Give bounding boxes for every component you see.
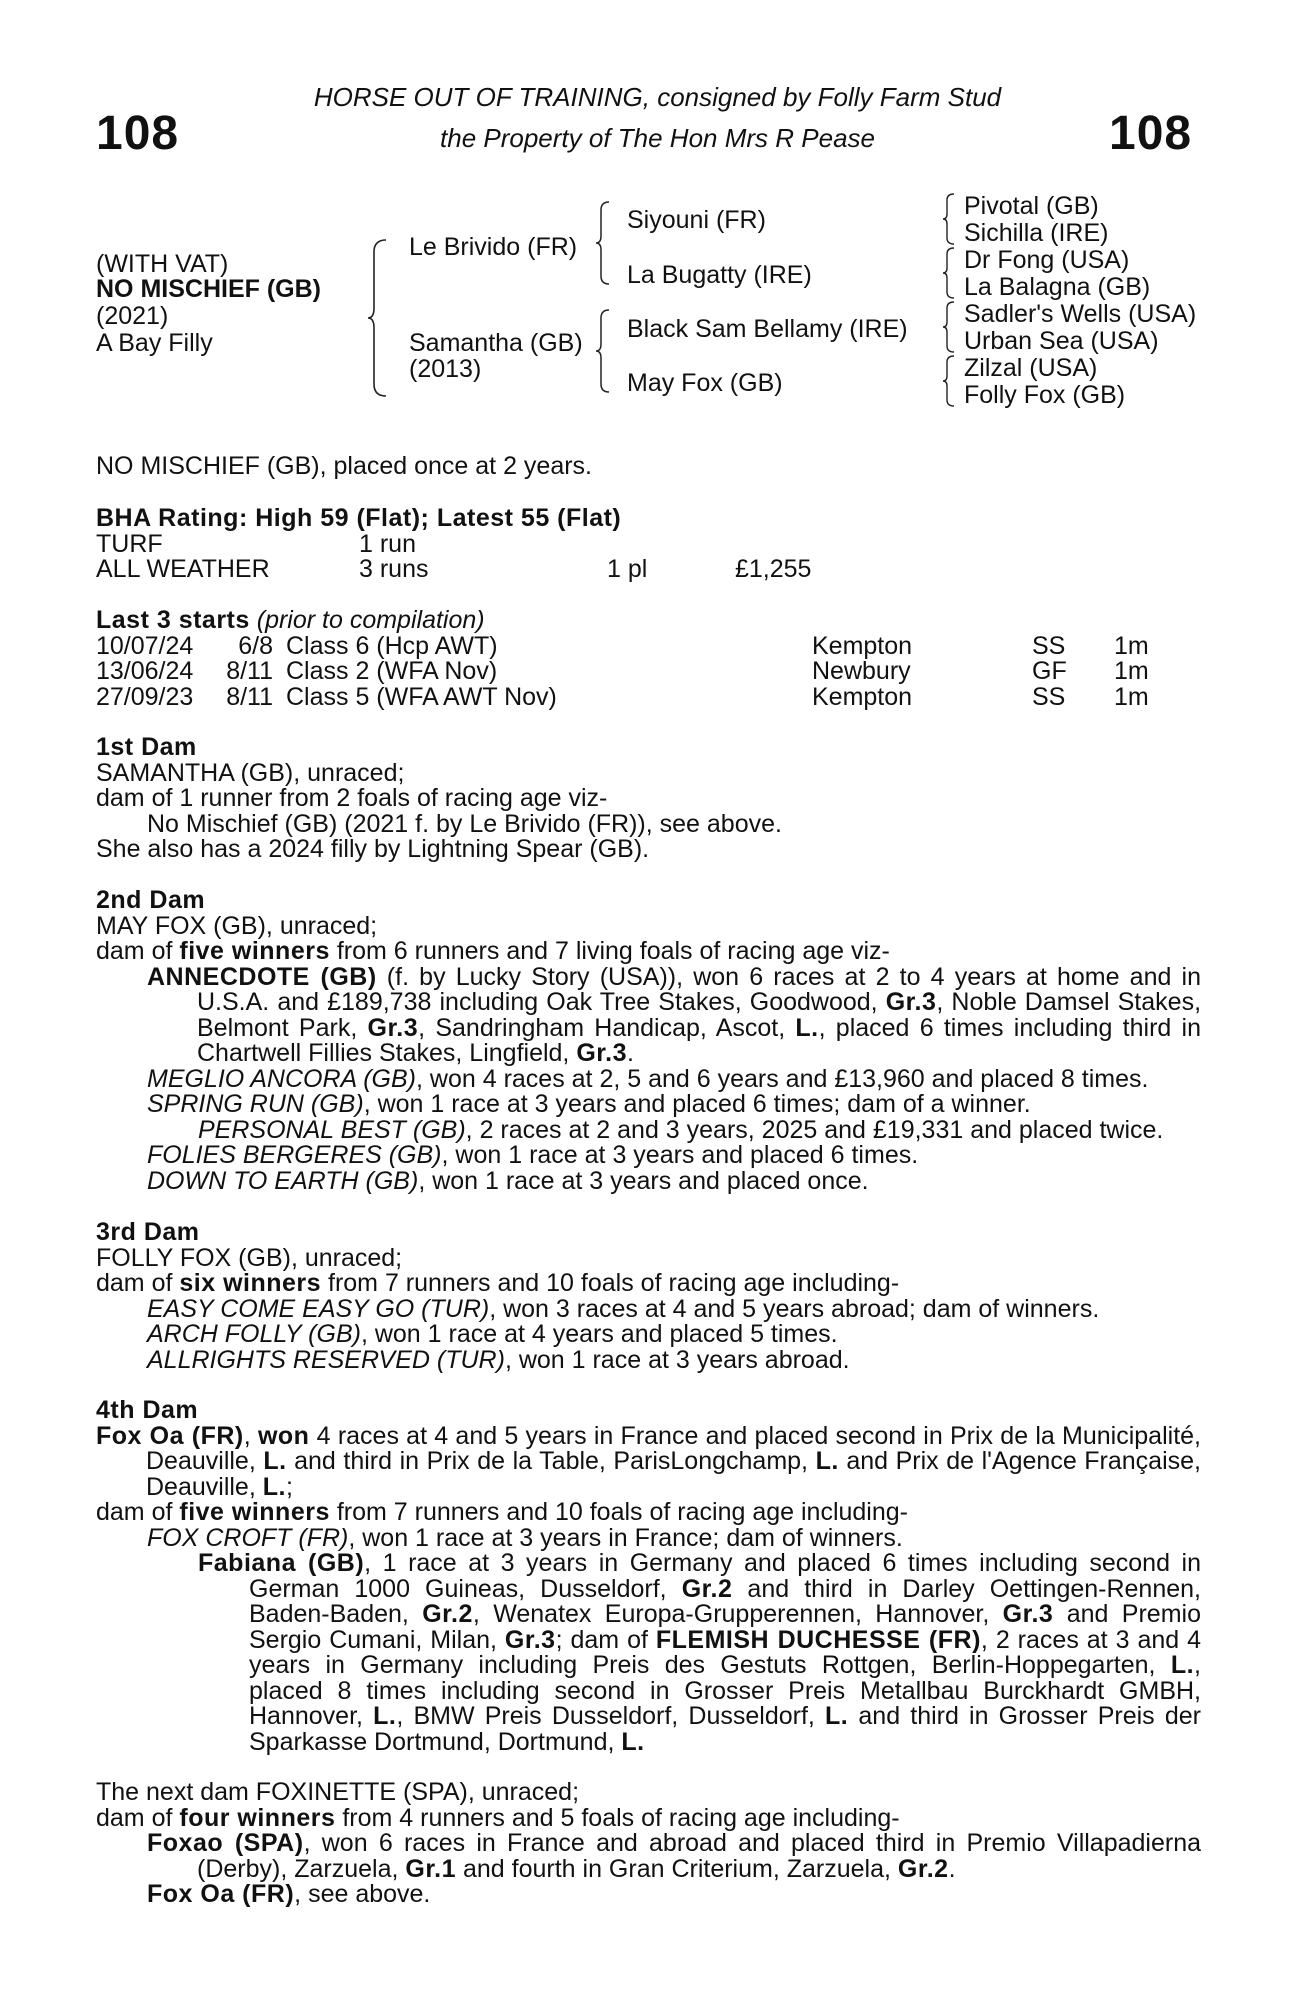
consignor-line: HORSE OUT OF TRAINING, consigned by Folly Farm Stud	[313, 82, 1002, 112]
starts-table	[96, 631, 1149, 711]
start-position: 8/11	[226, 657, 273, 685]
brace-sire	[595, 200, 611, 286]
gen4-7: Zilzal (USA)	[964, 354, 1098, 382]
third-dam-section	[96, 1220, 1201, 1373]
rating-runs: 1 run	[359, 529, 416, 558]
gen3-dam-sire: Black Sam Bellamy (IRE)	[627, 315, 908, 343]
gen4-6: Urban Sea (USA)	[964, 327, 1159, 355]
start-race: Class 2 (WFA Nov)	[286, 657, 498, 685]
progeny-foxao: Foxao (SPA), won 6 races in France and abroad and placed third in Premio Villapadierna (Derby), Zarzuela, Gr.1 and fourth in Gran Criterium, Zarzuela, Gr.2.	[147, 1829, 1202, 1883]
brace-g4-1	[942, 193, 956, 245]
dam-year: (2013)	[409, 355, 482, 383]
start-date: 13/06/24	[96, 657, 194, 685]
start-race: Class 6 (Hcp AWT)	[286, 631, 498, 660]
second-dam-line: MAY FOX (GB), unraced;	[96, 911, 378, 940]
first-dam-produce-line: dam of 1 runner from 2 foals of racing age viz-	[96, 784, 608, 812]
next-dam-line: The next dam FOXINETTE (SPA), unraced;	[96, 1778, 580, 1806]
start-distance: 1m	[1114, 657, 1149, 685]
rating-row-turf	[96, 532, 811, 558]
gen4-4: La Balagna (GB)	[964, 273, 1151, 301]
second-dam-section	[96, 888, 1201, 1194]
gen4-8: Folly Fox (GB)	[964, 381, 1126, 409]
rating-table	[96, 529, 812, 583]
start-date: 10/07/24	[96, 631, 194, 660]
lot-number-left: 108	[96, 107, 180, 160]
rating-title: BHA Rating: High 59 (Flat); Latest 55 (Flat)	[96, 504, 622, 532]
fourth-dam-produce-line: dam of five winners from 7 runners and 10 foals of racing age including-	[96, 1498, 908, 1526]
fourth-dam-record: Fox Oa (FR), won 4 races at 4 and 5 years in France and placed second in Prix de la Municipalité, Deauville, L. and third in Prix de la Table, ParisLongchamp, L. and Prix de l'Agence Française, Deauville, L.;	[96, 1421, 1201, 1501]
first-dam-title: 1st Dam	[96, 733, 197, 761]
gen4-3: Dr Fong (USA)	[964, 246, 1130, 274]
brace-g4-4	[942, 355, 956, 407]
progeny-allrights-reserved: ALLRIGHTS RESERVED (TUR), won 1 race at 3 years abroad.	[147, 1345, 850, 1374]
start-race: Class 5 (WFA AWT Nov)	[286, 682, 557, 711]
start-distance: 1m	[1114, 631, 1149, 660]
dam-name: Samantha (GB)	[409, 329, 583, 357]
progeny-fox-oa: Fox Oa (FR), see above.	[147, 1880, 431, 1908]
sire-name: Le Brivido (FR)	[409, 233, 578, 261]
progeny-arch-folly: ARCH FOLLY (GB), won 1 race at 4 years and placed 5 times.	[147, 1320, 838, 1348]
brace-g4-3	[942, 301, 956, 353]
rating-placed	[607, 532, 735, 558]
starts-section	[96, 608, 1201, 710]
rating-section	[96, 506, 1201, 583]
gen4-2: Sichilla (IRE)	[964, 219, 1109, 247]
brace-g4-2	[942, 247, 956, 299]
gen3-sire-dam: La Bugatty (IRE)	[627, 261, 812, 289]
starts-note: (prior to compilation)	[256, 606, 485, 634]
rating-row-aw	[96, 557, 811, 583]
fourth-dam-section	[96, 1398, 1201, 1755]
horse-description: A Bay Filly	[96, 329, 213, 357]
rating-earnings	[735, 532, 811, 558]
progeny-down-to-earth: DOWN TO EARTH (GB), won 1 race at 3 years and placed once.	[147, 1166, 869, 1195]
second-dam-title: 2nd Dam	[96, 886, 206, 914]
progeny-fabiana: Fabiana (GB), 1 race at 3 years in Germany and placed 6 times including second in German 1000 Guineas, Dusseldorf, Gr.2 and third in Darley Oettingen-Rennen, Baden-Baden, Gr.2, Wenatex Europa-Grupperennen, Hannover, Gr.3 and Premio Sergio Cumani, Milan, Gr.3; dam of FLEMISH DUCHESSE (FR), 2 races at 3 and 4 years in Germany including Preis des Gestuts Rottgen, Berlin-Hoppegarten, L., placed 8 times including second in Grosser Preis Metallbau Burckhardt GMBH, Hannover, L., BMW Preis Dusseldorf, Dusseldorf, L. and third in Grosser Preis der Sparkasse Dortmund, Dortmund, L.	[198, 1549, 1202, 1756]
starts-title: Last 3 starts	[96, 606, 250, 634]
progeny-folies-bergeres: FOLIES BERGERES (GB), won 1 race at 3 years and placed 6 times.	[147, 1141, 919, 1169]
start-row	[96, 685, 1149, 711]
property-line: the Property of The Hon Mrs R Pease	[440, 123, 875, 153]
start-course: Newbury	[812, 657, 911, 685]
start-row	[96, 659, 1149, 685]
progeny-personal-best: PERSONAL BEST (GB), 2 races at 2 and 3 years, 2025 and £19,331 and placed twice.	[198, 1115, 1164, 1144]
progeny-fox-croft: FOX CROFT (FR), won 1 race at 3 years in France; dam of winners.	[147, 1523, 903, 1552]
gen3-sire-sire: Siyouni (FR)	[627, 206, 766, 234]
gen3-dam-dam: May Fox (GB)	[627, 369, 783, 397]
progeny-easy-come-easy-go: EASY COME EASY GO (TUR), won 3 races at 4 and 5 years abroad; dam of winners.	[147, 1294, 1100, 1323]
first-dam-foal: No Mischief (GB) (2021 f. by Le Brivido (FR)), see above.	[147, 809, 782, 838]
first-dam-section	[96, 735, 1201, 863]
horse-name: NO MISCHIEF (GB)	[96, 275, 321, 303]
rating-runs: 3 runs	[359, 555, 429, 583]
rating-surface: ALL WEATHER	[96, 555, 270, 583]
third-dam-title: 3rd Dam	[96, 1218, 200, 1246]
third-dam-produce-line: dam of six winners from 7 runners and 10 foals of racing age including-	[96, 1269, 900, 1297]
third-dam-line: FOLLY FOX (GB), unraced;	[96, 1243, 403, 1272]
next-dam-produce-line: dam of four winners from 4 runners and 5 foals of racing age including-	[96, 1803, 900, 1832]
first-dam-note: She also has a 2024 filly by Lightning Spear (GB).	[96, 835, 650, 863]
start-going: GF	[1032, 657, 1067, 685]
start-course: Kempton	[812, 631, 913, 660]
progeny-spring-run: SPRING RUN (GB), won 1 race at 3 years and placed 6 times; dam of a winner.	[147, 1090, 1031, 1118]
start-row	[96, 634, 1149, 660]
first-dam-line: SAMANTHA (GB), unraced;	[96, 758, 405, 787]
progeny-annecdote: ANNECDOTE (GB) (f. by Lucky Story (USA)), won 6 races at 2 to 4 years at home and in U.S.A. and £189,738 including Oak Tree Stakes, Goodwood, Gr.3, Noble Damsel Stakes, Belmont Park, Gr.3, Sandringham Handicap, Ascot, L., placed 6 times including third in Chartwell Fillies Stakes, Lingfield, Gr.3.	[147, 962, 1202, 1067]
brace-dam	[595, 308, 611, 394]
start-date: 27/09/23	[96, 682, 194, 711]
start-distance: 1m	[1114, 682, 1149, 711]
start-position: 8/11	[226, 682, 273, 711]
next-dam-section	[96, 1780, 1201, 1908]
start-position: 6/8	[238, 631, 273, 660]
brace-main	[366, 238, 388, 398]
progeny-meglio-ancora: MEGLIO ANCORA (GB), won 4 races at 2, 5 and 6 years and £13,960 and placed 8 times.	[147, 1064, 1149, 1093]
lot-number-right: 108	[1109, 107, 1193, 160]
vat-note: (WITH VAT)	[96, 250, 229, 278]
gen4-1: Pivotal (GB)	[964, 192, 1099, 220]
horse-summary: NO MISCHIEF (GB), placed once at 2 years.	[96, 452, 592, 480]
rating-placed: 1 pl	[607, 555, 648, 583]
start-course: Kempton	[812, 682, 913, 711]
second-dam-produce-line: dam of five winners from 6 runners and 7 living foals of racing age viz-	[96, 937, 890, 965]
gen4-5: Sadler's Wells (USA)	[964, 300, 1197, 328]
horse-year: (2021)	[96, 302, 169, 330]
start-going: SS	[1032, 682, 1066, 711]
fourth-dam-title: 4th Dam	[96, 1396, 199, 1424]
start-going: SS	[1032, 631, 1066, 660]
rating-earnings: £1,255	[735, 555, 812, 583]
rating-surface: TURF	[96, 529, 163, 558]
